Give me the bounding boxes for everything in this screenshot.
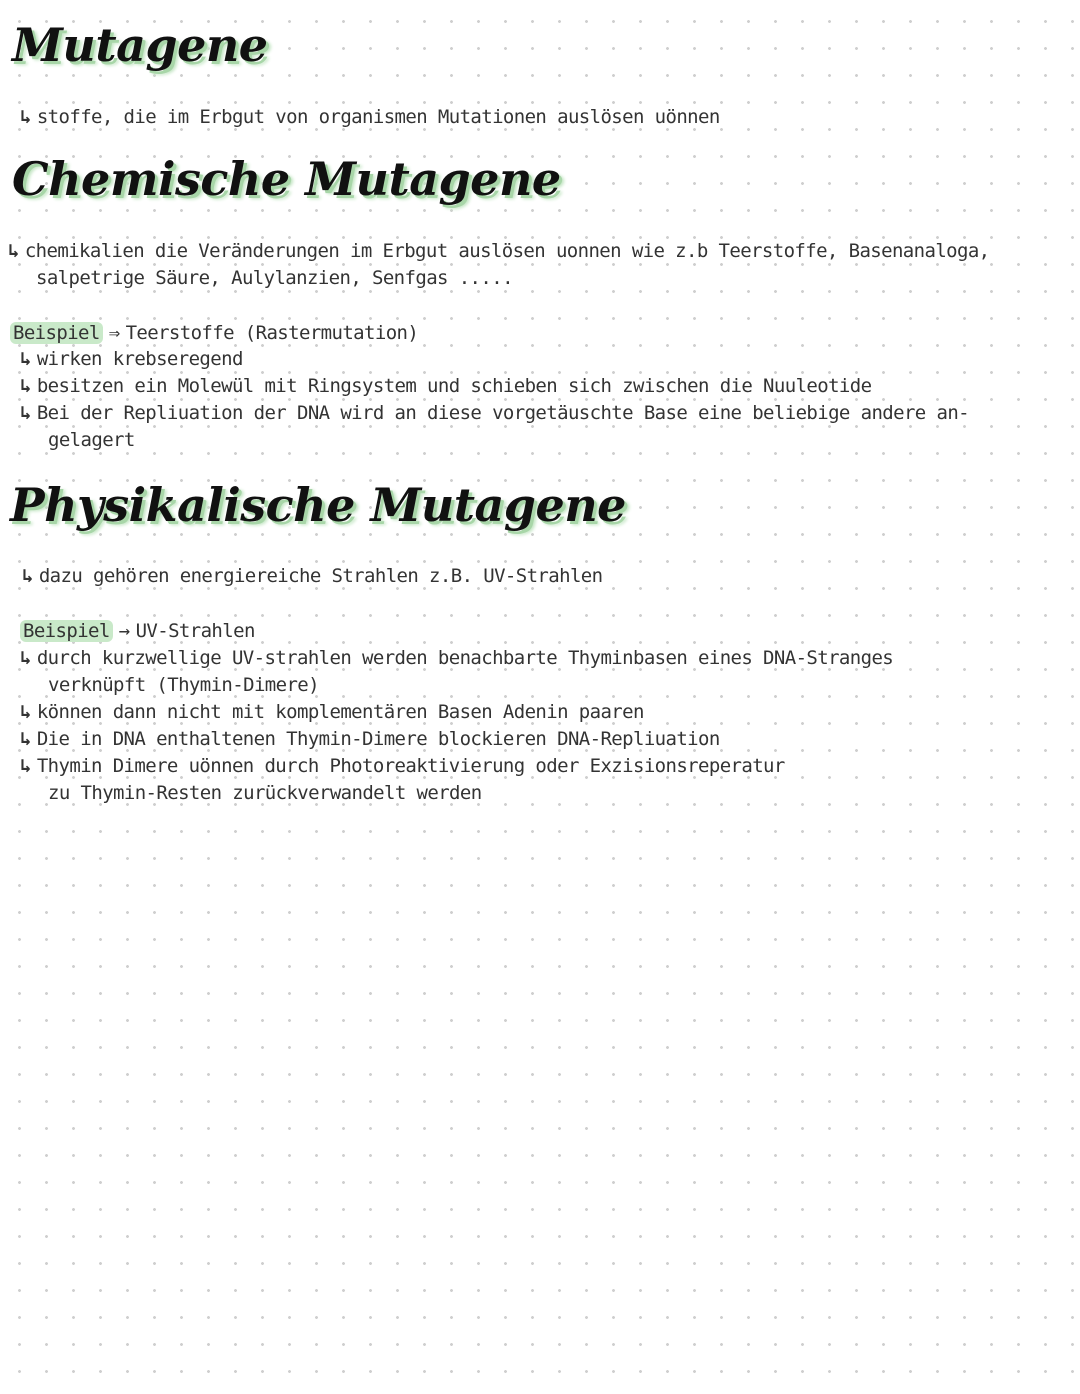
physical-point [20, 726, 720, 753]
physical-example-line [20, 618, 255, 645]
chemical-point [20, 373, 871, 400]
physical-point-text: können dann nicht mit komplementären Basen Adenin paaren [36, 701, 644, 723]
chemical-point-text: wirken krebseregend [36, 348, 243, 370]
chemical-point [20, 346, 243, 373]
definition-text: stoffe, die im Erbgut von organismen Mutationen auslösen uönnen [36, 106, 720, 128]
physical-point [20, 645, 893, 672]
arrow-bullet-icon: ↳ [20, 348, 31, 370]
chemical-heading: Chemische Mutagene [12, 152, 561, 206]
arrow-bullet-icon: ↳ [20, 375, 31, 397]
arrow-right-icon: → [118, 620, 130, 642]
chemical-intro-line [8, 238, 990, 265]
physical-point-cont: verknüpft (Thymin-Dimere) [48, 674, 319, 696]
physical-point-text: Die in DNA enthaltenen Thymin-Dimere blockieren DNA-Repliuation [36, 728, 720, 750]
chemical-example-title: Teerstoffe (Rastermutation) [125, 322, 419, 344]
arrow-bullet-icon: ↳ [20, 106, 31, 128]
arrow-bullet-icon: ↳ [20, 647, 31, 669]
physical-point [20, 699, 644, 726]
physical-point [20, 753, 785, 780]
arrow-bullet-icon: ↳ [8, 240, 19, 262]
arrow-bullet-icon: ↳ [20, 402, 31, 424]
chemical-intro-text: chemikalien die Veränderungen im Erbgut auslösen uonnen wie z.b Teerstoffe, Basenanaloga, [24, 240, 990, 262]
physical-point-text: Thymin Dimere uönnen durch Photoreaktivierung oder Exzisionsreperatur [36, 755, 785, 777]
example-label: Beispiel [10, 322, 103, 344]
arrow-bullet-icon: ↳ [22, 565, 33, 587]
physical-point-cont: zu Thymin-Resten zurückverwandelt werden [48, 782, 482, 804]
physical-heading: Physikalische Mutagene [10, 478, 626, 532]
physical-intro-text: dazu gehören energiereiche Strahlen z.B. UV-Strahlen [38, 565, 603, 587]
physical-example-title: UV-Strahlen [135, 620, 255, 642]
example-label: Beispiel [20, 620, 113, 642]
chemical-point-text: besitzen ein Molewül mit Ringsystem und schieben sich zwischen die Nuuleotide [36, 375, 872, 397]
chemical-point-text: Bei der Repliuation der DNA wird an diese vorgetäuschte Base eine beliebige andere an- [36, 402, 969, 424]
arrow-bullet-icon: ↳ [20, 701, 31, 723]
chemical-point [20, 400, 969, 427]
chemical-intro-cont: salpetrige Säure, Aulylanzien, Senfgas ..... [36, 267, 513, 289]
physical-point-text: durch kurzwellige UV-strahlen werden benachbarte Thyminbasen eines DNA-Stranges [36, 647, 894, 669]
page-title: Mutagene [12, 18, 268, 72]
physical-intro-line [22, 563, 602, 590]
chemical-point-cont: gelagert [48, 429, 135, 451]
arrow-bullet-icon: ↳ [20, 728, 31, 750]
implies-arrow-icon: ⇒ [108, 322, 120, 344]
definition-line [20, 104, 720, 131]
chemical-example-line [10, 320, 418, 347]
arrow-bullet-icon: ↳ [20, 755, 31, 777]
